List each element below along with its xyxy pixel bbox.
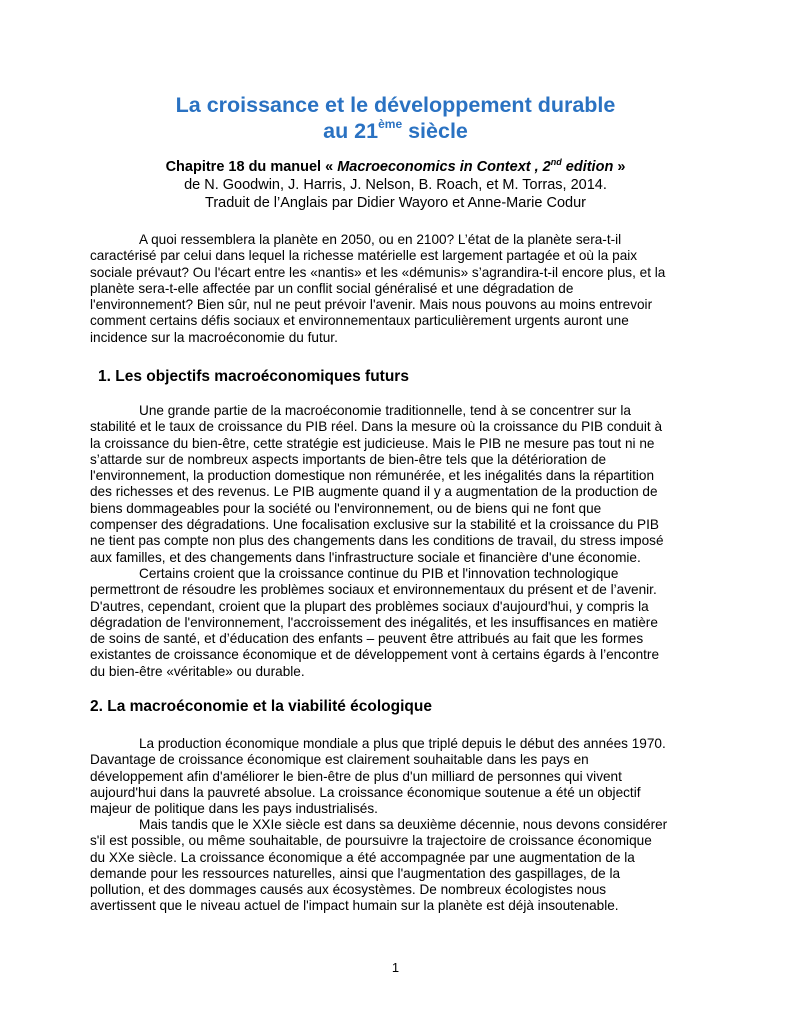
paragraph-line: l'environnement? Bien sûr, nul ne peut prévoir l'avenir. Mais nous pouvons au moins entrevoir <box>90 297 653 313</box>
section-1-paragraph-2 <box>90 566 710 680</box>
paragraph-line: caractérisé par celui dans lequel la richesse matérielle est largement partagée et où la paix <box>90 248 638 264</box>
title-line-2-prefix: au 21 <box>323 119 379 143</box>
paragraph-line: demande pour les ressources naturelles, ainsi que l'augmentation des gaspillages, de la <box>90 865 621 881</box>
paragraph-line: du XXe siècle. La croissance économique a été accompagnée par une augmentation de la <box>90 849 635 865</box>
paragraph-line: pollution, et des dommages causés aux écosystèmes. De nombreux écologistes nous <box>90 882 607 898</box>
paragraph-line: Une grande partie de la macroéconomie traditionnelle, tend à se concentrer sur la <box>139 403 631 418</box>
title-superscript: ème <box>378 116 403 131</box>
paragraph-line: s'il est possible, ou même souhaitable, de poursuivre la trajectoire de croissance économique <box>90 833 652 849</box>
section-2-paragraph-2 <box>90 817 710 915</box>
paragraph-line: permettront de résoudre les problèmes sociaux et environnementaux du présent et de l’avenir. <box>90 582 657 598</box>
edition-word: edition <box>561 159 614 175</box>
paragraph-line: La production économique mondiale a plus que triplé depuis le début des années 1970. <box>139 736 666 751</box>
translators-line: Traduit de l’Anglais par Didier Wayoro et Anne-Marie Codur <box>205 195 586 211</box>
paragraph-line: avertissent que le niveau actuel de l'impact humain sur la planète est déjà insoutenable. <box>90 898 619 914</box>
paragraph-line: incidence sur la macroéconomie du futur. <box>90 329 338 345</box>
chapter-line <box>0 158 791 176</box>
chapter-suffix: » <box>613 159 626 175</box>
title-line-2-suffix: siècle <box>402 119 468 143</box>
paragraph-line: du bien-être «véritable» ou durable. <box>90 663 305 679</box>
section-2-heading: 2. La macroéconomie et la viabilité écologique <box>90 698 432 715</box>
paragraph-line: de soins de santé, et d’éducation des enfants – peuvent être attribués au fait que les formes <box>90 631 644 647</box>
document-title <box>0 92 791 144</box>
paragraph-line: existantes de croissance économique et de développement vont à certains égards à l’encontre <box>90 647 660 663</box>
section-2-paragraph-1 <box>90 736 710 817</box>
paragraph-line: D'autres, cependant, croient que la plupart des problèmes sociaux d'aujourd'hui, y compris la <box>90 598 649 614</box>
paragraph-line: la croissance du bien-être, cette stratégie est judicieuse. Mais le PIB ne mesure pas tout ni ne <box>90 435 655 451</box>
paragraph-line: compenser des dégradations. Une focalisation exclusive sur la stabilité et la croissance du PIB <box>90 517 659 533</box>
intro-paragraph <box>90 232 710 346</box>
paragraph-line: aujourd'hui dans la pauvreté absolue. La croissance économique soutenue a été un objectif <box>90 784 641 800</box>
section-1-paragraph-1 <box>90 403 710 566</box>
paragraph-line: planète sera-t-elle affectée par un conflit social généralisé et une dégradation de <box>90 280 574 296</box>
paragraph-line: aux familles, et des changements dans l'infrastructure sociale et financière d'une économie. <box>90 549 641 565</box>
title-line-1: La croissance et le développement durable <box>175 93 616 117</box>
edition-superscript: nd <box>550 157 562 168</box>
paragraph-line: développement afin d'améliorer le bien-être de plus d'un milliard de personnes qui vivent <box>90 768 622 784</box>
paragraph-line: s’attarde sur de nombreux aspects importants de bien-être tels que la détérioration de <box>90 451 607 467</box>
chapter-prefix: Chapitre 18 du manuel « <box>165 159 338 175</box>
paragraph-line: dégradation de l'environnement, l'accroissement des inégalités, et les insuffisances en matière <box>90 614 658 630</box>
paragraph-line: A quoi ressemblera la planète en 2050, ou en 2100? L’état de la planète sera-t-il <box>139 232 622 247</box>
document-subtitle <box>0 158 791 212</box>
paragraph-line: stabilité et le taux de croissance du PIB réel. Dans la mesure où la croissance du PIB conduit à <box>90 419 662 435</box>
paragraph-line: majeur de politique dans les pays industrialisés. <box>90 801 378 817</box>
book-title: Macroeconomics in Context , 2 <box>337 159 551 175</box>
page-number: 1 <box>391 960 400 975</box>
paragraph-line: Davantage de croissance économique est clairement souhaitable dans les pays en <box>90 752 589 768</box>
paragraph-line: biens dommageables pour la société ou l'environnement, ou de biens qui ne font que <box>90 500 602 516</box>
paragraph-line: l'environnement, la production domestique non rémunérée, et les inégalités dans la répartition <box>90 468 655 484</box>
authors-line: de N. Goodwin, J. Harris, J. Nelson, B. Roach, et M. Torras, 2014. <box>184 177 607 193</box>
paragraph-line: ne tient pas compte non plus des changements dans les conditions de travail, du stress imposé <box>90 533 664 549</box>
paragraph-line: Mais tandis que le XXIe siècle est dans sa deuxième décennie, nous devons considérer <box>139 817 668 832</box>
paragraph-line: des richesses et des revenus. Le PIB augmente quand il y a augmentation de la production de <box>90 484 658 500</box>
paragraph-line: sociale prévaut? Ou l'écart entre les «nantis» et les «démunis» s’agrandira-t-il encore plus, et la <box>90 264 666 280</box>
section-1-heading: 1. Les objectifs macroéconomiques futurs <box>98 368 409 385</box>
paragraph-line: Certains croient que la croissance continue du PIB et l'innovation technologique <box>139 566 619 581</box>
paragraph-line: comment certains défis sociaux et environnementaux particulièrement urgents auront une <box>90 313 629 329</box>
title-line-2 <box>0 118 791 144</box>
